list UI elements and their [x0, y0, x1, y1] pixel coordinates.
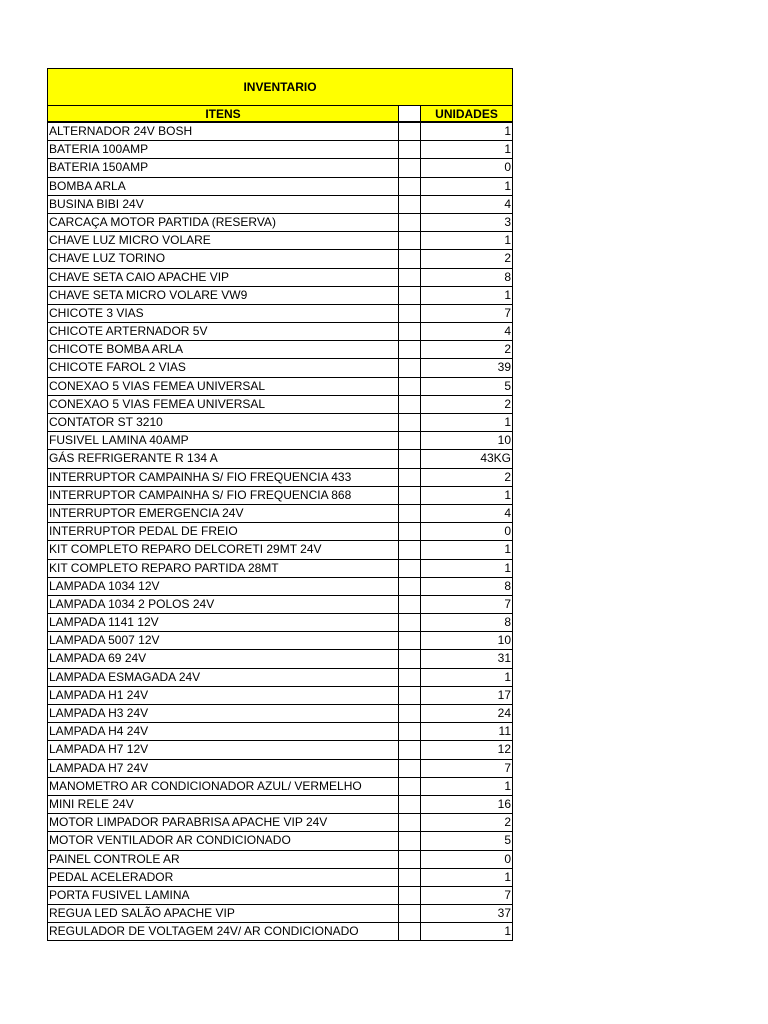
item-name-cell: CHICOTE BOMBA ARLA — [47, 340, 399, 359]
empty-cell — [398, 358, 421, 377]
empty-cell — [398, 613, 421, 632]
units-cell: 1 — [420, 122, 513, 141]
item-name-cell: PORTA FUSIVEL LAMINA — [47, 886, 399, 905]
units-cell: 10 — [420, 631, 513, 650]
empty-cell — [398, 268, 421, 287]
units-cell: 4 — [420, 322, 513, 341]
units-cell: 39 — [420, 358, 513, 377]
empty-cell — [398, 177, 421, 196]
empty-cell — [398, 759, 421, 778]
empty-cell — [398, 631, 421, 650]
empty-cell — [398, 813, 421, 832]
item-name-cell: MOTOR VENTILADOR AR CONDICIONADO — [47, 831, 399, 850]
units-cell: 1 — [420, 286, 513, 305]
empty-cell — [398, 868, 421, 887]
empty-cell — [398, 122, 421, 141]
empty-cell — [398, 795, 421, 814]
empty-cell — [398, 486, 421, 505]
empty-cell — [398, 413, 421, 432]
item-name-cell: GÁS REFRIGERANTE R 134 A — [47, 449, 399, 468]
item-name-cell: PAINEL CONTROLE AR — [47, 850, 399, 869]
units-cell: 17 — [420, 686, 513, 705]
item-name-cell: KIT COMPLETO REPARO PARTIDA 28MT — [47, 559, 399, 578]
units-cell: 7 — [420, 304, 513, 323]
units-cell: 7 — [420, 759, 513, 778]
units-cell: 1 — [420, 140, 513, 159]
units-cell: 0 — [420, 158, 513, 177]
units-cell: 1 — [420, 559, 513, 578]
item-name-cell: INTERRUPTOR CAMPAINHA S/ FIO FREQUENCIA 868 — [47, 486, 399, 505]
item-name-cell: CARCAÇA MOTOR PARTIDA (RESERVA) — [47, 213, 399, 232]
units-cell: 8 — [420, 613, 513, 632]
item-name-cell: REGUA LED SALÃO APACHE VIP — [47, 904, 399, 923]
empty-cell — [398, 286, 421, 305]
units-cell: 31 — [420, 649, 513, 668]
empty-cell — [398, 886, 421, 905]
units-cell: 4 — [420, 504, 513, 523]
empty-cell — [398, 231, 421, 250]
units-cell: 2 — [420, 813, 513, 832]
item-name-cell: LAMPADA 1034 2 POLOS 24V — [47, 595, 399, 614]
empty-cell — [398, 522, 421, 541]
header-itens: ITENS — [47, 105, 399, 122]
item-name-cell: MINI RELE 24V — [47, 795, 399, 814]
item-name-cell: MANOMETRO AR CONDICIONADOR AZUL/ VERMELHO — [47, 777, 399, 796]
units-cell: 1 — [420, 231, 513, 250]
item-name-cell: INTERRUPTOR EMERGENCIA 24V — [47, 504, 399, 523]
units-cell: 43KG — [420, 449, 513, 468]
item-name-cell: BATERIA 150AMP — [47, 158, 399, 177]
empty-cell — [398, 777, 421, 796]
empty-cell — [398, 577, 421, 596]
item-name-cell: INTERRUPTOR PEDAL DE FREIO — [47, 522, 399, 541]
units-cell: 1 — [420, 413, 513, 432]
item-name-cell: PEDAL ACELERADOR — [47, 868, 399, 887]
units-cell: 7 — [420, 595, 513, 614]
units-cell: 1 — [420, 868, 513, 887]
units-cell: 16 — [420, 795, 513, 814]
empty-cell — [398, 158, 421, 177]
empty-cell — [398, 304, 421, 323]
empty-cell — [398, 668, 421, 687]
empty-cell — [398, 468, 421, 487]
empty-cell — [398, 449, 421, 468]
item-name-cell: REGULADOR DE VOLTAGEM 24V/ AR CONDICIONADO — [47, 922, 399, 941]
item-name-cell: BOMBA ARLA — [47, 177, 399, 196]
item-name-cell: LAMPADA H7 24V — [47, 759, 399, 778]
units-cell: 12 — [420, 740, 513, 759]
item-name-cell: LAMPADA H1 24V — [47, 686, 399, 705]
units-cell: 5 — [420, 377, 513, 396]
units-cell: 3 — [420, 213, 513, 232]
empty-cell — [398, 540, 421, 559]
empty-cell — [398, 559, 421, 578]
units-cell: 0 — [420, 850, 513, 869]
item-name-cell: FUSIVEL LAMINA 40AMP — [47, 431, 399, 450]
item-name-cell: INTERRUPTOR CAMPAINHA S/ FIO FREQUENCIA 433 — [47, 468, 399, 487]
item-name-cell: CHICOTE 3 VIAS — [47, 304, 399, 323]
units-cell: 2 — [420, 340, 513, 359]
units-cell: 4 — [420, 195, 513, 214]
units-cell: 1 — [420, 777, 513, 796]
header-gap-cell — [398, 105, 421, 122]
item-name-cell: CONEXAO 5 VIAS FEMEA UNIVERSAL — [47, 395, 399, 414]
units-cell: 1 — [420, 922, 513, 941]
empty-cell — [398, 722, 421, 741]
item-name-cell: CHICOTE FAROL 2 VIAS — [47, 358, 399, 377]
item-name-cell: CHAVE SETA MICRO VOLARE VW9 — [47, 286, 399, 305]
empty-cell — [398, 595, 421, 614]
empty-cell — [398, 340, 421, 359]
header-unidades: UNIDADES — [420, 105, 513, 122]
units-cell: 10 — [420, 431, 513, 450]
empty-cell — [398, 249, 421, 268]
item-name-cell: CONEXAO 5 VIAS FEMEA UNIVERSAL — [47, 377, 399, 396]
empty-cell — [398, 704, 421, 723]
empty-cell — [398, 504, 421, 523]
item-name-cell: ALTERNADOR 24V BOSH — [47, 122, 399, 141]
units-cell: 2 — [420, 468, 513, 487]
empty-cell — [398, 649, 421, 668]
units-cell: 24 — [420, 704, 513, 723]
empty-cell — [398, 922, 421, 941]
item-name-cell: LAMPADA 1034 12V — [47, 577, 399, 596]
empty-cell — [398, 140, 421, 159]
item-name-cell: MOTOR LIMPADOR PARABRISA APACHE VIP 24V — [47, 813, 399, 832]
item-name-cell: BATERIA 100AMP — [47, 140, 399, 159]
units-cell: 1 — [420, 540, 513, 559]
units-cell: 8 — [420, 268, 513, 287]
item-name-cell: LAMPADA H3 24V — [47, 704, 399, 723]
units-cell: 7 — [420, 886, 513, 905]
empty-cell — [398, 395, 421, 414]
units-cell: 5 — [420, 831, 513, 850]
units-cell: 0 — [420, 522, 513, 541]
empty-cell — [398, 686, 421, 705]
item-name-cell: LAMPADA ESMAGADA 24V — [47, 668, 399, 687]
empty-cell — [398, 740, 421, 759]
sheet-title: INVENTARIO — [47, 68, 513, 106]
empty-cell — [398, 322, 421, 341]
item-name-cell: BUSINA BIBI 24V — [47, 195, 399, 214]
empty-cell — [398, 377, 421, 396]
item-name-cell: CHAVE LUZ TORINO — [47, 249, 399, 268]
empty-cell — [398, 431, 421, 450]
item-name-cell: LAMPADA 5007 12V — [47, 631, 399, 650]
item-name-cell: LAMPADA 69 24V — [47, 649, 399, 668]
item-name-cell: CHAVE LUZ MICRO VOLARE — [47, 231, 399, 250]
units-cell: 8 — [420, 577, 513, 596]
units-cell: 1 — [420, 486, 513, 505]
empty-cell — [398, 195, 421, 214]
item-name-cell: LAMPADA 1141 12V — [47, 613, 399, 632]
empty-cell — [398, 831, 421, 850]
empty-cell — [398, 904, 421, 923]
item-name-cell: LAMPADA H7 12V — [47, 740, 399, 759]
item-name-cell: CHICOTE ARTERNADOR 5V — [47, 322, 399, 341]
units-cell: 2 — [420, 249, 513, 268]
units-cell: 1 — [420, 177, 513, 196]
empty-cell — [398, 213, 421, 232]
units-cell: 11 — [420, 722, 513, 741]
item-name-cell: CONTATOR ST 3210 — [47, 413, 399, 432]
item-name-cell: CHAVE SETA CAIO APACHE VIP — [47, 268, 399, 287]
units-cell: 1 — [420, 668, 513, 687]
units-cell: 2 — [420, 395, 513, 414]
empty-cell — [398, 850, 421, 869]
item-name-cell: LAMPADA H4 24V — [47, 722, 399, 741]
item-name-cell: KIT COMPLETO REPARO DELCORETI 29MT 24V — [47, 540, 399, 559]
units-cell: 37 — [420, 904, 513, 923]
